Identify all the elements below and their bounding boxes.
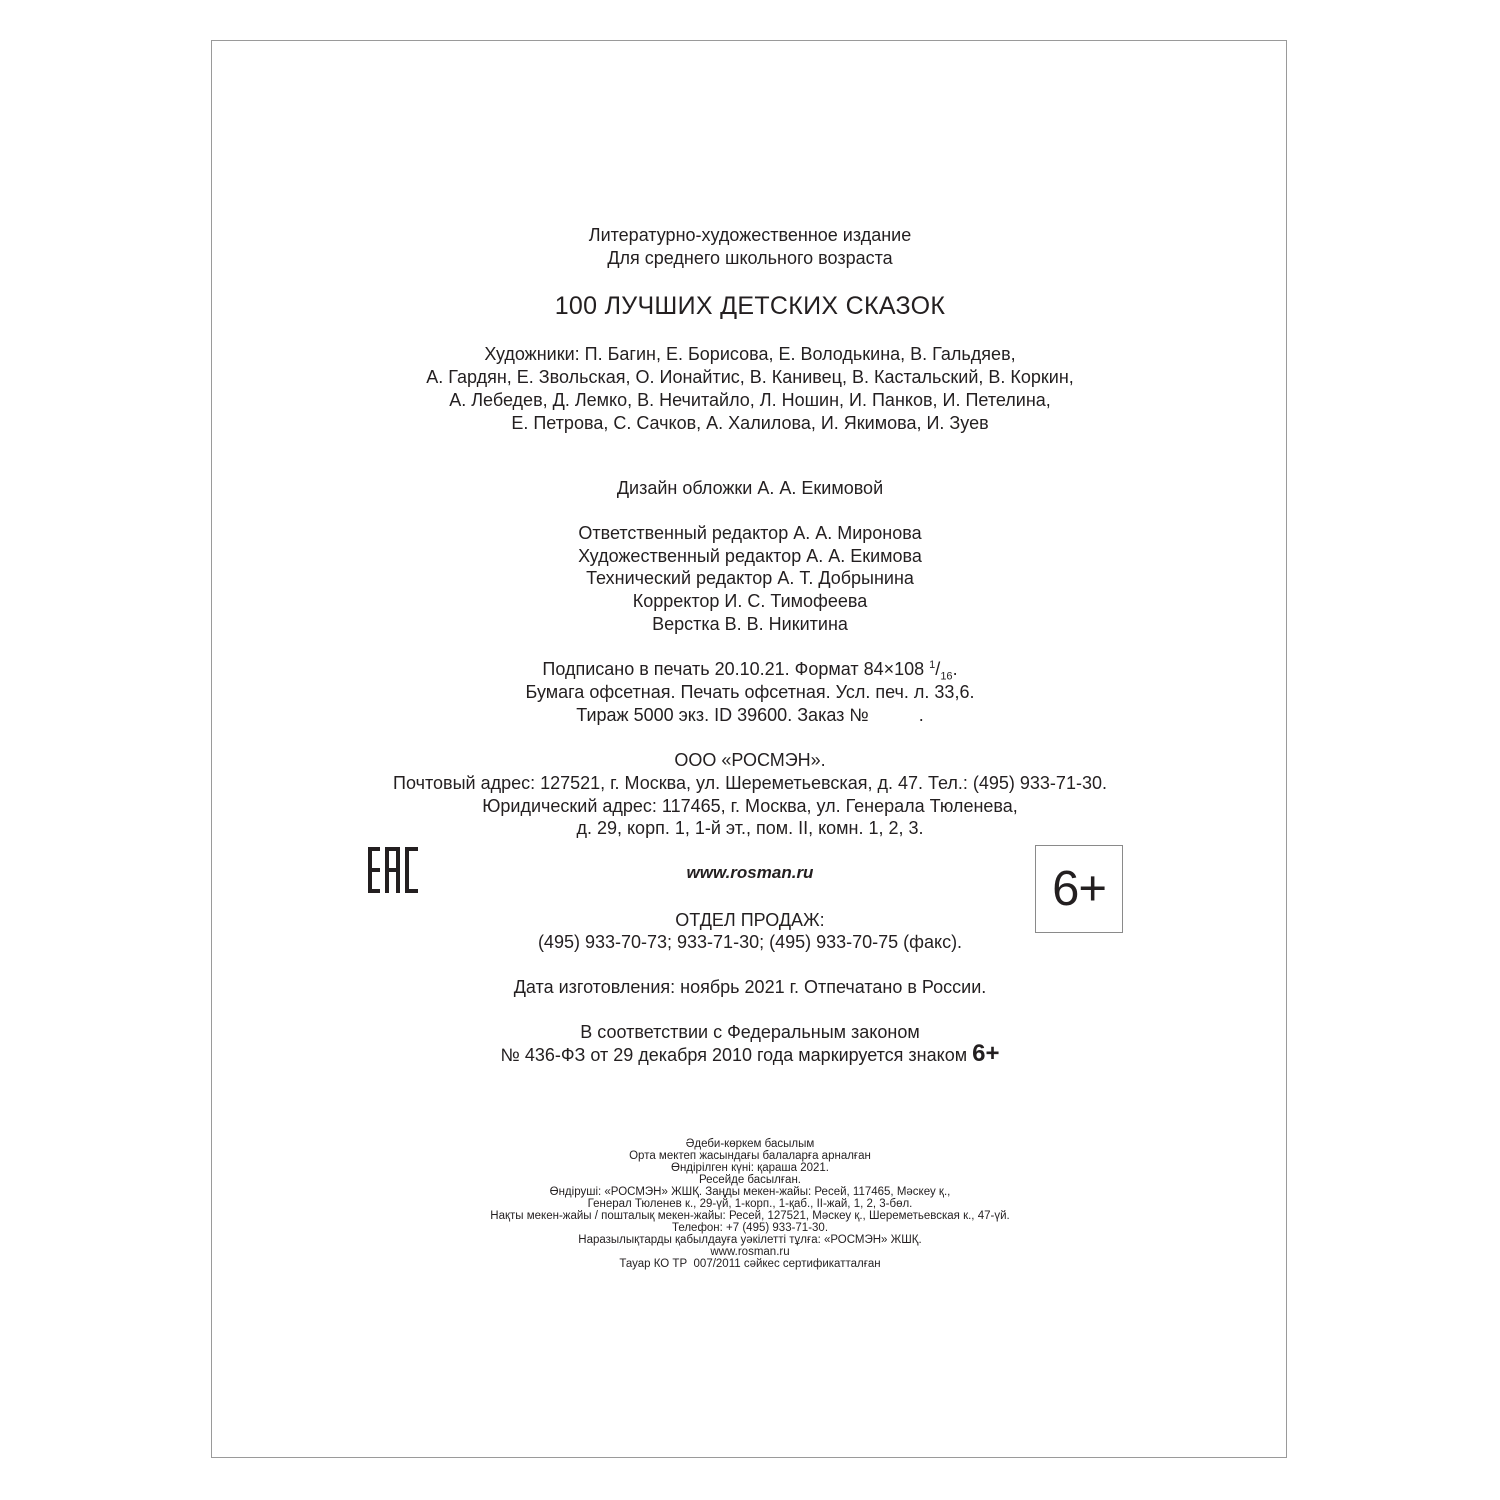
print-info-line: Бумага офсетная. Печать офсетная. Усл. печ. л. 33,6. [525, 682, 975, 702]
fraction-denominator: 16 [940, 670, 953, 683]
kazakh-line: Өндіруші: «РОСМЭН» ЖШҚ. Заңды мекен-жайы: Ресей, 117465, Мәскеу қ., [549, 1186, 951, 1198]
print-info-line: Подписано в печать 20.10.21. Формат 84×108 $^1/_{16}$. [542, 659, 958, 683]
print-info-line: Тираж 5000 экз. ID 39600. Заказ № . [576, 705, 924, 725]
publisher-line: Почтовый адрес: 127521, г. Москва, ул. Шереметьевская, д. 47. Тел.: (495) 933-71-30. [393, 773, 1107, 793]
artists-line: Е. Петрова, С. Сачков, А. Халилова, И. Якимова, И. Зуев [511, 413, 989, 433]
cover-design: Дизайн обложки А. А. Екимовой [616, 478, 884, 498]
fraction-numerator: 1 [929, 659, 936, 671]
law-line: № 436-ФЗ от 29 декабря 2010 года маркируется знаком 6+ [500, 1040, 1000, 1067]
law-line: В соответствии с Федеральным законом [580, 1022, 920, 1042]
kazakh-line: Әдеби-көркем басылым [685, 1138, 815, 1150]
fraction-separator: / [935, 659, 941, 679]
editor-line: Художественный редактор А. А. Екимова [578, 546, 922, 566]
age-rating-badge: 6+ [1035, 845, 1123, 933]
kazakh-line: Орта мектеп жасындағы балаларға арналған [629, 1150, 871, 1162]
editor-line: Ответственный редактор А. А. Миронова [578, 523, 922, 543]
publisher-line: д. 29, корп. 1, 1-й эт., пом. II, комн. 1, 2, 3. [576, 818, 924, 838]
age-mark-inline: 6+ [972, 1040, 1000, 1067]
kazakh-line: Телефон: +7 (495) 933-71-30. [671, 1222, 829, 1234]
manufacture-date: Дата изготовления: ноябрь 2021 г. Отпечатано в России. [513, 977, 987, 997]
editor-line: Корректор И. С. Тимофеева [632, 591, 868, 611]
kazakh-line: Наразылықтарды қабылдауға уәкілетті тұлға: «РОСМЭН» ЖШҚ. [578, 1234, 922, 1246]
artists-line: Художники: П. Багин, Е. Борисова, Е. Володькина, В. Гальдяев, [484, 344, 1016, 364]
kazakh-line: Ресейде басылған. [698, 1174, 801, 1186]
edition-type: Литературно-художественное издание [588, 225, 912, 245]
artists-line: А. Гардян, Е. Звольская, О. Ионайтис, В. Канивец, В. Кастальский, В. Коркин, [426, 367, 1074, 387]
kazakh-line: www.rosman.ru [710, 1246, 790, 1258]
age-audience: Для среднего школьного возраста [607, 248, 893, 268]
sales-heading: ОТДЕЛ ПРОДАЖ: [675, 910, 825, 930]
kazakh-line: Нақты мекен-жайы / пошталық мекен-жайы: Ресей, 127521, Мәскеу қ., Шереметьевская к., 47-үй. [490, 1210, 1010, 1222]
kazakh-line: Өндірілген күні: қараша 2021. [671, 1162, 829, 1174]
artists-line: А. Лебедев, Д. Лемко, В. Нечитайло, Л. Ношин, И. Панков, И. Петелина, [449, 390, 1051, 410]
kazakh-line: Генерал Тюленев к., 29-үй, 1-корп., 1-қаб., II-жай, 1, 2, 3-бөл. [587, 1198, 913, 1210]
website-link[interactable]: www.rosman.ru [686, 863, 814, 882]
editor-line: Технический редактор А. Т. Добрынина [586, 568, 914, 588]
kazakh-line: Тауар КО ТР 007/2011 сәйкес сертификатталған [619, 1258, 881, 1270]
publisher-line: Юридический адрес: 117465, г. Москва, ул. Генерала Тюленева, [482, 796, 1018, 816]
sales-phones: (495) 933-70-73; 933-71-30; (495) 933-70-75 (факс). [537, 932, 963, 952]
publisher-line: ООО «РОСМЭН». [674, 750, 826, 770]
editor-line: Верстка В. В. Никитина [652, 614, 848, 634]
book-title: 100 ЛУЧШИХ ДЕТСКИХ СКАЗОК [554, 292, 946, 320]
